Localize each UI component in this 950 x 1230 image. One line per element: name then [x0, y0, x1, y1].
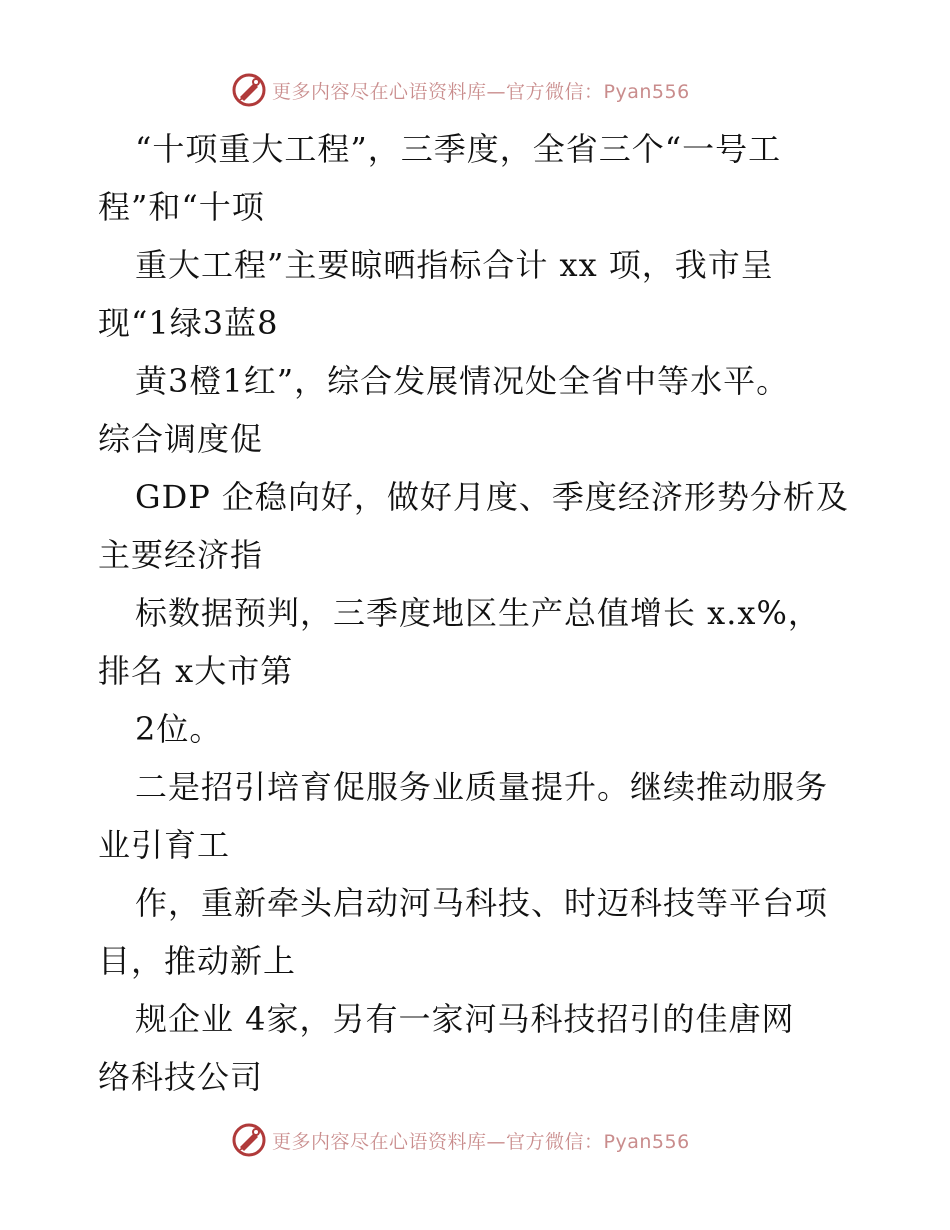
body-line: 程”和“十项: [98, 188, 265, 226]
header-banner: [232, 70, 690, 110]
body-line: GDP 企稳向好，做好月度、季度经济形势分析及: [135, 478, 849, 516]
body-line: 规企业 4家，另有一家河马科技招引的佳唐网: [135, 1000, 795, 1038]
body-line: 现“1绿3蓝8: [98, 304, 279, 342]
body-line: 黄3橙1红”，综合发展情况处全省中等水平。: [135, 362, 790, 400]
body-line: 标数据预判，三季度地区生产总值增长 x.x%，: [135, 594, 821, 632]
body-line: 重大工程”主要晾晒指标合计 xx 项，我市呈: [135, 246, 774, 284]
body-line: “十项重大工程”，三季度，全省三个“一号工: [135, 130, 782, 168]
footer-banner-text: [272, 1127, 690, 1154]
header-wechat-id: Pyan556: [603, 80, 690, 103]
pen-book-logo-icon: [232, 73, 266, 107]
body-line: 排名 x大市第: [98, 652, 294, 690]
body-line: 络科技公司: [98, 1058, 264, 1096]
document-body: [98, 120, 888, 1106]
footer-wechat-id: Pyan556: [603, 1130, 690, 1153]
body-line: 2位。: [135, 710, 223, 748]
pen-book-logo-icon: [232, 1123, 266, 1157]
footer-banner: [232, 1120, 690, 1160]
header-banner-text: [272, 77, 690, 104]
body-line: 业引育工: [98, 826, 231, 864]
header-banner-label: 更多内容尽在心语资料库—官方微信：: [272, 80, 604, 103]
body-line: 综合调度促: [98, 420, 264, 458]
body-line: 目，推动新上: [98, 942, 297, 980]
body-line: 二是招引培育促服务业质量提升。继续推动服务: [135, 768, 829, 806]
body-line: 作，重新牵头启动河马科技、时迈科技等平台项: [135, 884, 829, 922]
footer-banner-label: 更多内容尽在心语资料库—官方微信：: [272, 1130, 604, 1153]
body-line: 主要经济指: [98, 536, 264, 574]
